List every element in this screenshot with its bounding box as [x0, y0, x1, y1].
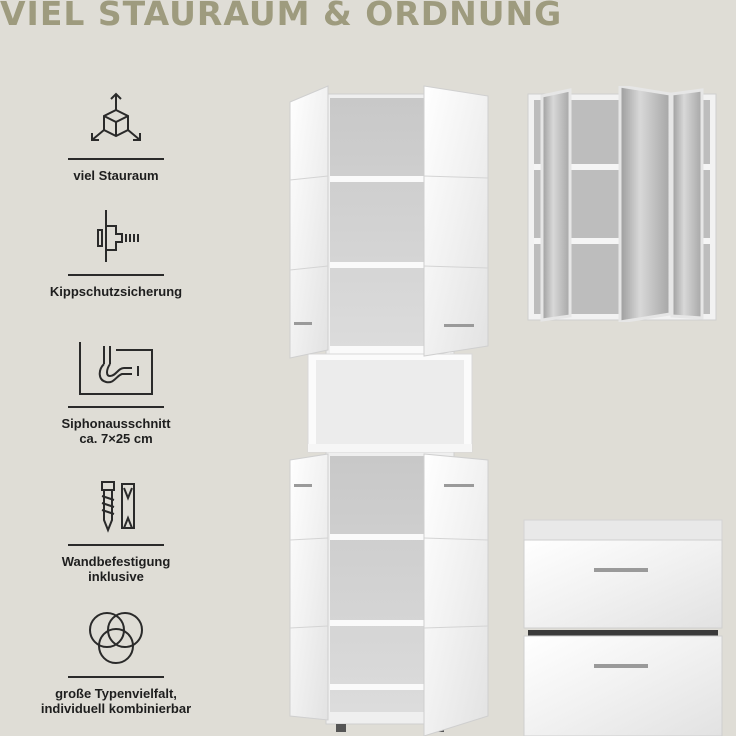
cube-expand-icon [84, 88, 148, 152]
vanity-unit-image [520, 516, 726, 736]
overlapping-circles-icon [80, 606, 152, 670]
divider [68, 158, 164, 160]
feature-variety [30, 606, 202, 716]
screw-dowel-icon [84, 474, 148, 538]
feature-label: große Typenvielfalt, individuell kombinierbar [40, 686, 192, 716]
divider [68, 274, 164, 276]
divider [68, 544, 164, 546]
feature-label: Wandbefestigung inklusive [61, 554, 171, 584]
tall-cabinet-image [282, 80, 498, 736]
divider [68, 676, 164, 678]
feature-label: viel Stauraum [73, 168, 159, 183]
feature-label: Kippschutzsicherung [49, 284, 183, 299]
siphon-pipe-icon [76, 340, 156, 400]
divider [68, 406, 164, 408]
feature-label: Siphonausschnitt ca. 7×25 cm [61, 416, 171, 446]
page-title: VIEL STAURAUM & ORDNUNG [0, 0, 563, 33]
wall-anchor-icon [84, 204, 148, 268]
feature-tip-protection [30, 204, 202, 299]
feature-storage [30, 88, 202, 183]
feature-wall-mount [30, 474, 202, 584]
mirror-cabinet-image [524, 86, 720, 322]
feature-siphon-cutout [30, 340, 202, 446]
